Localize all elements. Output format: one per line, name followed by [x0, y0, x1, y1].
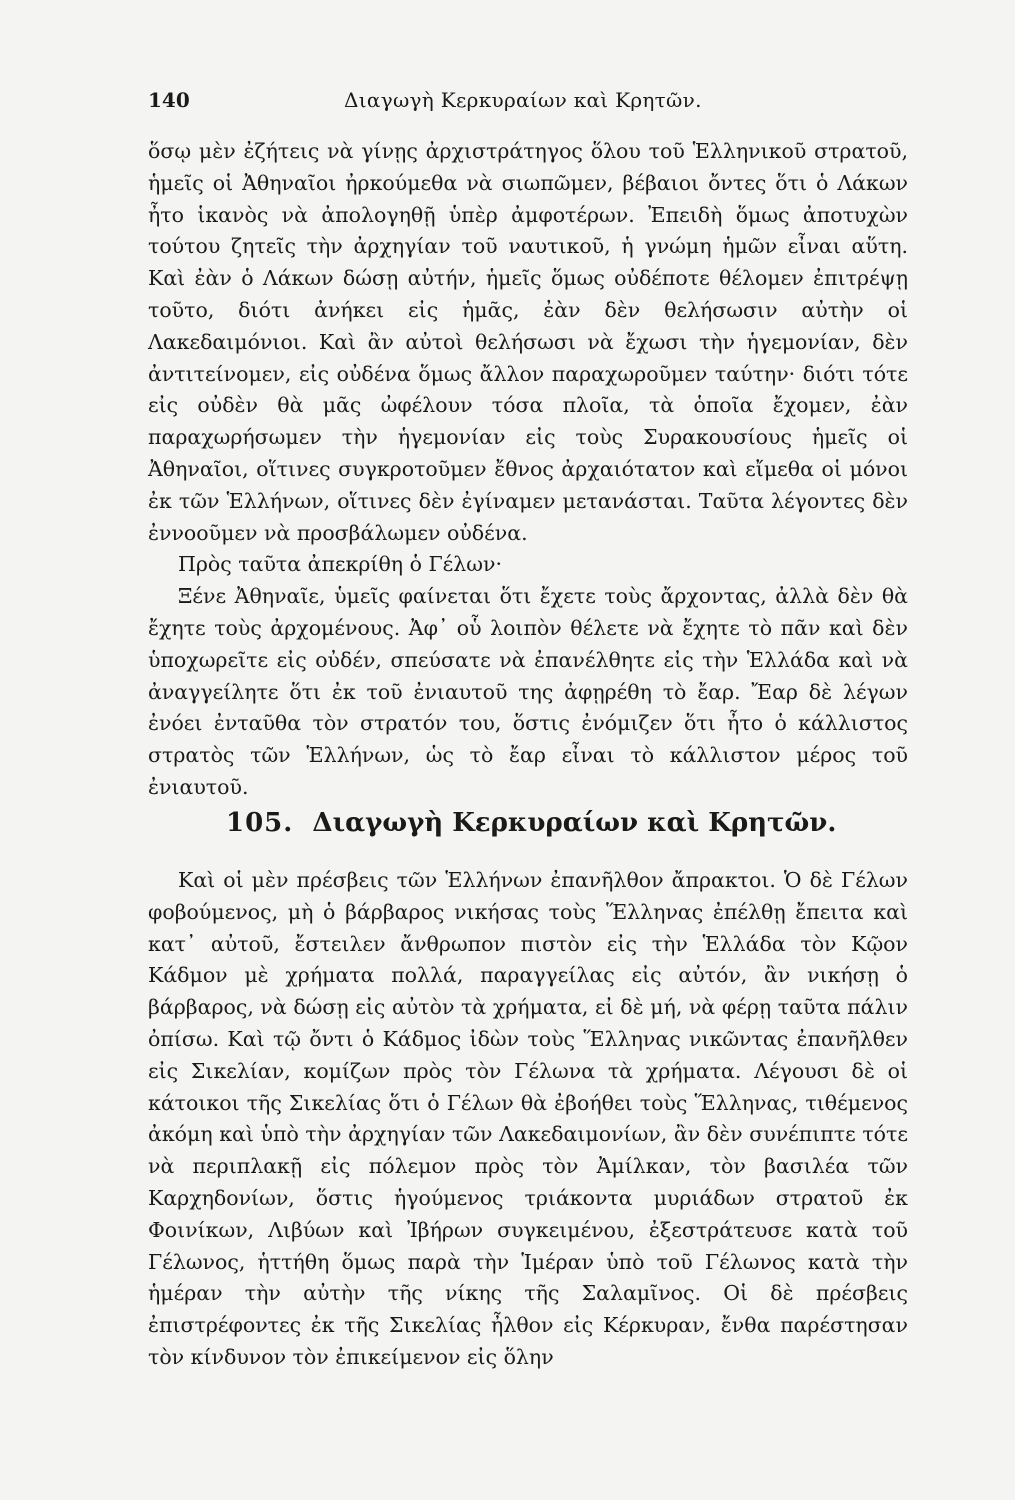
paragraph: ὅσῳ μὲν ἐζήτεις νὰ γίνῃς ἀρχιστράτηγος ὅλου τοῦ Ἑλληνικοῦ στρατοῦ, ἡμεῖς οἱ Ἀθηναῖοι ἠρκούμεθα νὰ σιωπῶμεν, βέβαιοι ὄντες ὅτι ὁ Λάκων ἦτο ἱκανὸς νὰ ἀπολογηθῇ ὑπὲρ ἀμφοτέρων. Ἐπειδὴ ὅμως ἀποτυχὼν τούτου ζητεῖς τὴν ἀρχηγίαν τοῦ ναυτικοῦ, ἡ γνώμη ἡμῶν εἶναι αὕτη. Καὶ ἐὰν ὁ Λάκων δώσῃ αὐτήν, ἡμεῖς ὅμως οὐδέποτε θέλομεν ἐπιτρέψῃ τοῦτο, διότι ἀνήκει εἰς ἡμᾶς, ἐὰν δὲν θελήσωσιν αὐτὴν οἱ Λακεδαιμόνιοι. Καὶ ἂν αὐτοὶ θελήσωσι νὰ ἔχωσι τὴν ἡγεμονίαν, δὲν ἀντιτείνομεν, εἰς οὐδένα ὅμως ἄλλον παραχωροῦμεν ταύτην· διότι τότε εἰς οὐδὲν θὰ μᾶς ὠφέλουν τόσα πλοῖα, τὰ ὁποῖα ἔχομεν, ἐὰν παραχωρήσωμεν τὴν ἡγεμονίαν εἰς τοὺς Συρακουσίους ἡμεῖς οἱ Ἀθηναῖοι, οἵτινες συγκροτοῦμεν ἔθνος ἀρχαιότατον καὶ εἴμεθα οἱ μόνοι ἐκ τῶν Ἑλλήνων, οἵτινες δὲν ἐγίναμεν μετανάσται. Ταῦτα λέγοντες δὲν ἐννοοῦμεν νὰ προσβάλωμεν οὐδένα. [148, 139, 908, 545]
paragraph: Καὶ οἱ μὲν πρέσβεις τῶν Ἑλλήνων ἐπανῆλθον ἄπρακτοι. Ὁ δὲ Γέλων φοβούμενος, μὴ ὁ βάρβαρος νικήσας τοὺς Ἕλληνας ἐπέλθῃ ἔπειτα καὶ κατ᾽ αὐτοῦ, ἔστειλεν ἄνθρωπον πιστὸν εἰς τὴν Ἑλλάδα τὸν Κῷον Κάδμον μὲ χρήματα πολλά, παραγγείλας εἰς αὐτόν, ἂν νικήσῃ ὁ βάρβαρος, νὰ δώσῃ εἰς αὐτὸν τὰ χρήματα, εἰ δὲ μή, νὰ φέρῃ ταῦτα πάλιν ὀπίσω. Καὶ τῷ ὄντι ὁ Κάδμος ἰδὼν τοὺς Ἕλληνας νικῶντας ἐπανῆλθεν εἰς Σικελίαν, κομίζων πρὸς τὸν Γέλωνα τὰ χρήματα. Λέγουσι δὲ οἱ κάτοικοι τῆς Σικελίας ὅτι ὁ Γέλων θὰ ἐβοήθει τοὺς Ἕλληνας, τιθέμενος ἀκόμη καὶ ὑπὸ τὴν ἀρχηγίαν τῶν Λακεδαιμονίων, ἂν δὲν συνέπιπτε τότε νὰ περιπλακῇ εἰς πόλεμον πρὸς τὸν Ἀμίλκαν, τὸν βασιλέα τῶν Καρχηδονίων, ὅστις ἡγούμενος τριάκοντα μυριάδων στρατοῦ ἐκ Φοινίκων, Λιβύων καὶ Ἰβήρων συγκειμένου, ἐξεστράτευσε κατὰ τοῦ Γέλωνος, ἡττήθη ὅμως παρὰ τὴν Ἱμέραν ὑπὸ τοῦ Γέλωνος κατὰ τὴν ἡμέραν τὴν αὐτὴν τῆς νίκης τῆς Σαλαμῖνος. Οἱ δὲ πρέσβεις ἐπιστρέφοντες ἐκ τῆς Σικελίας ἦλθον εἰς Κέρκυραν, ἔνθα παρέστησαν τὸν κίνδυνον τὸν ἐπικείμενον εἰς ὅλην [148, 868, 908, 1369]
paragraph: Ξένε Ἀθηναῖε, ὑμεῖς φαίνεται ὅτι ἔχετε τοὺς ἄρχοντας, ἀλλὰ δὲν θὰ ἔχητε τοὺς ἀρχομένους. Ἀφ᾽ οὗ λοιπὸν θέλετε νὰ ἔχητε τὸ πᾶν καὶ δὲν ὑποχωρεῖτε εἰς οὐδέν, σπεύσατε νὰ ἐπανέλθητε εἰς τὴν Ἑλλάδα καὶ νὰ ἀναγγείλητε ὅτι ἐκ τοῦ ἐνιαυτοῦ της ἀφῃρέθη τὸ ἔαρ. Ἔαρ δὲ λέγων ἐνόει ἐνταῦθα τὸν στρατόν του, ὅστις ἐνόμιζεν ὅτι ἦτο ὁ κάλλιστος στρατὸς τῶν Ἑλλήνων, ὡς τὸ ἔαρ εἶναι τὸ κάλλιστον μέρος τοῦ ἐνιαυτοῦ. [148, 584, 908, 799]
page-number: 140 [148, 88, 190, 112]
section-heading [226, 808, 846, 848]
running-title: Διαγωγὴ Κερκυραίων καὶ Κρητῶν. [344, 88, 702, 112]
paragraph: Πρὸς ταῦτα ἀπεκρίθη ὁ Γέλων· [178, 552, 502, 577]
section-number: 105. [226, 808, 294, 838]
page-header [148, 88, 908, 122]
text-block-1 [148, 136, 908, 804]
section-title: Διαγωγὴ Κερκυραίων καὶ Κρητῶν. [312, 808, 837, 838]
text-block-2 [148, 865, 908, 1374]
